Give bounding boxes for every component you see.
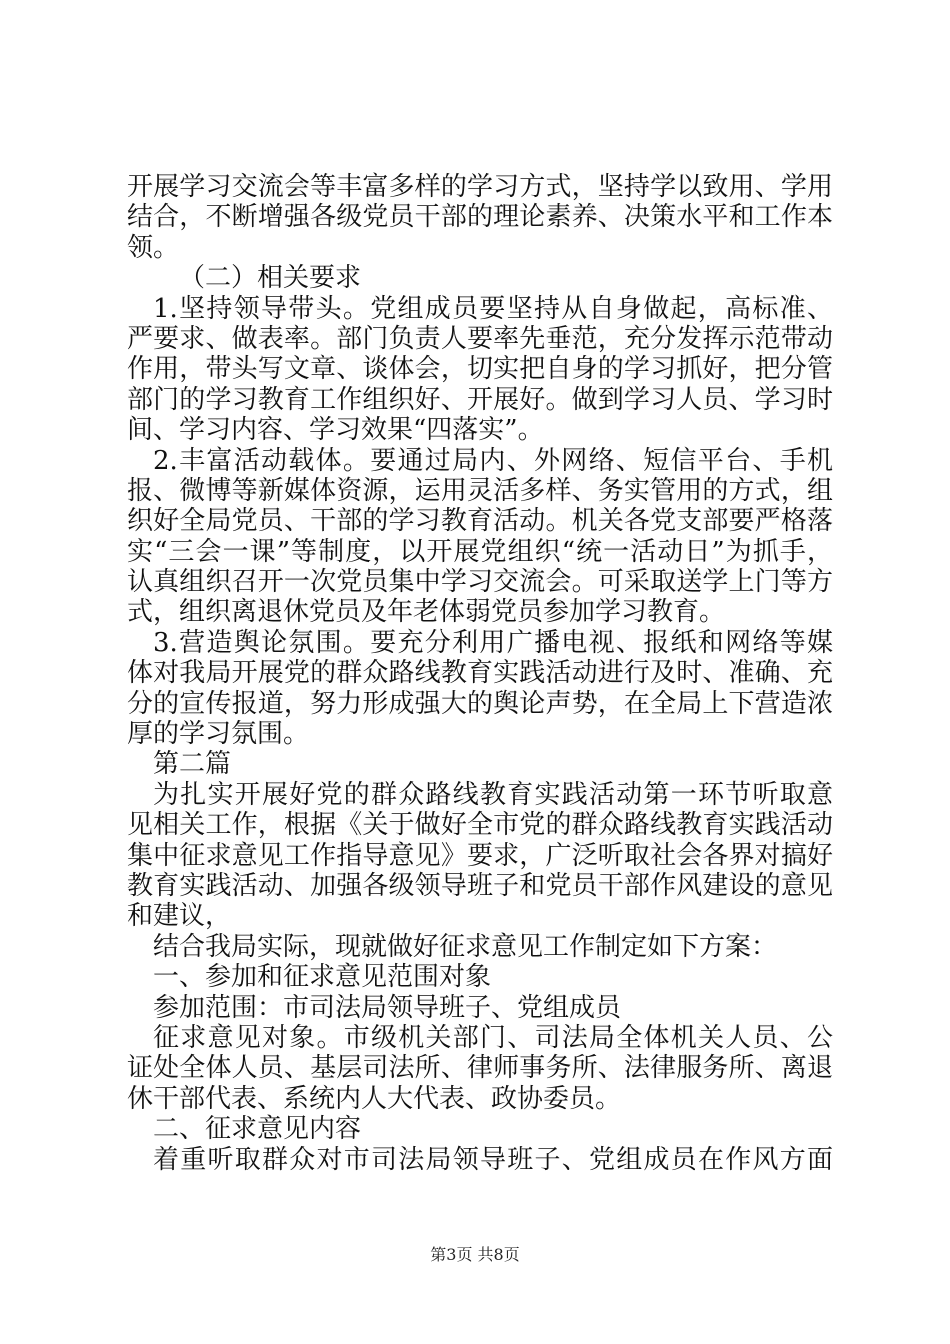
text-line: 第二篇	[153, 749, 232, 780]
text-line: 见相关工作，根据《关于做好全市党的群众路线教育实践活动	[127, 810, 833, 841]
text-line: 开展学习交流会等丰富多样的学习方式，坚持学以致用、学用	[127, 172, 833, 202]
text-line: 3.营造舆论氛围。要充分利用广播电视、报纸和网络等媒	[153, 627, 833, 658]
text-line: 分的宣传报道，努力形成强大的舆论声势，在全局上下营造浓	[127, 688, 833, 719]
text-line: 集中征求意见工作指导意见》要求，广泛听取社会各界对搞好	[127, 840, 833, 871]
text-line: 间、学习内容、学习效果“四落实”。	[127, 415, 544, 446]
text-line: 认真组织召开一次党员集中学习交流会。可采取送学上门等方	[127, 567, 833, 598]
text-line: 领。	[127, 232, 180, 263]
text-line: 和建议，	[127, 901, 232, 932]
text-line: 2.丰富活动载体。要通过局内、外网络、短信平台、手机	[153, 445, 833, 476]
text-line: 一、参加和征求意见范围对象	[153, 962, 492, 993]
text-line: 厚的学习氛围。	[127, 719, 310, 750]
text-line: 为扎实开展好党的群众路线教育实践活动第一环节听取意	[153, 779, 833, 810]
text-line: 报、微博等新媒体资源，运用灵活多样、务实管用的方式，组	[127, 475, 833, 506]
page-footer: 第3页 共8页	[430, 1245, 520, 1264]
text-line: 严要求、做表率。部门负责人要率先垂范，充分发挥示范带动	[127, 323, 833, 354]
text-line: 式，组织离退休党员及年老体弱党员参加学习教育。	[127, 597, 726, 628]
text-line: 证处全体人员、基层司法所、律师事务所、法律服务所、离退	[127, 1053, 833, 1084]
text-line: 1.坚持领导带头。党组成员要坚持从自身做起，高标准、	[153, 293, 833, 324]
text-line: 织好全局党员、干部的学习教育活动。机关各党支部要严格落	[127, 506, 833, 537]
text-line: 教育实践活动、加强各级领导班子和党员干部作风建设的意见	[127, 870, 833, 901]
text-line: 部门的学习教育工作组织好、开展好。做到学习人员、学习时	[127, 384, 833, 415]
text-line: 参加范围：市司法局领导班子、党组成员	[153, 992, 622, 1023]
text-line: 二、征求意见内容	[153, 1114, 362, 1145]
text-line: 结合我局实际，现就做好征求意见工作制定如下方案：	[153, 931, 778, 962]
document-body	[127, 172, 833, 1175]
text-line: （二）相关要求	[179, 263, 362, 294]
text-line: 着重听取群众对市司法局领导班子、党组成员在作风方面	[153, 1144, 833, 1175]
text-line: 征求意见对象。市级机关部门、司法局全体机关人员、公	[153, 1022, 833, 1053]
text-line: 实“三会一课”等制度，以开展党组织“统一活动日”为抓手，	[127, 536, 833, 567]
text-line: 休干部代表、系统内人大代表、政协委员。	[127, 1083, 622, 1114]
text-line: 作用，带头写文章、谈体会，切实把自身的学习抓好，把分管	[127, 354, 833, 385]
text-line: 结合，不断增强各级党员干部的理论素养、决策水平和工作本	[127, 202, 833, 233]
text-line: 体对我局开展党的群众路线教育实践活动进行及时、准确、充	[127, 658, 833, 689]
